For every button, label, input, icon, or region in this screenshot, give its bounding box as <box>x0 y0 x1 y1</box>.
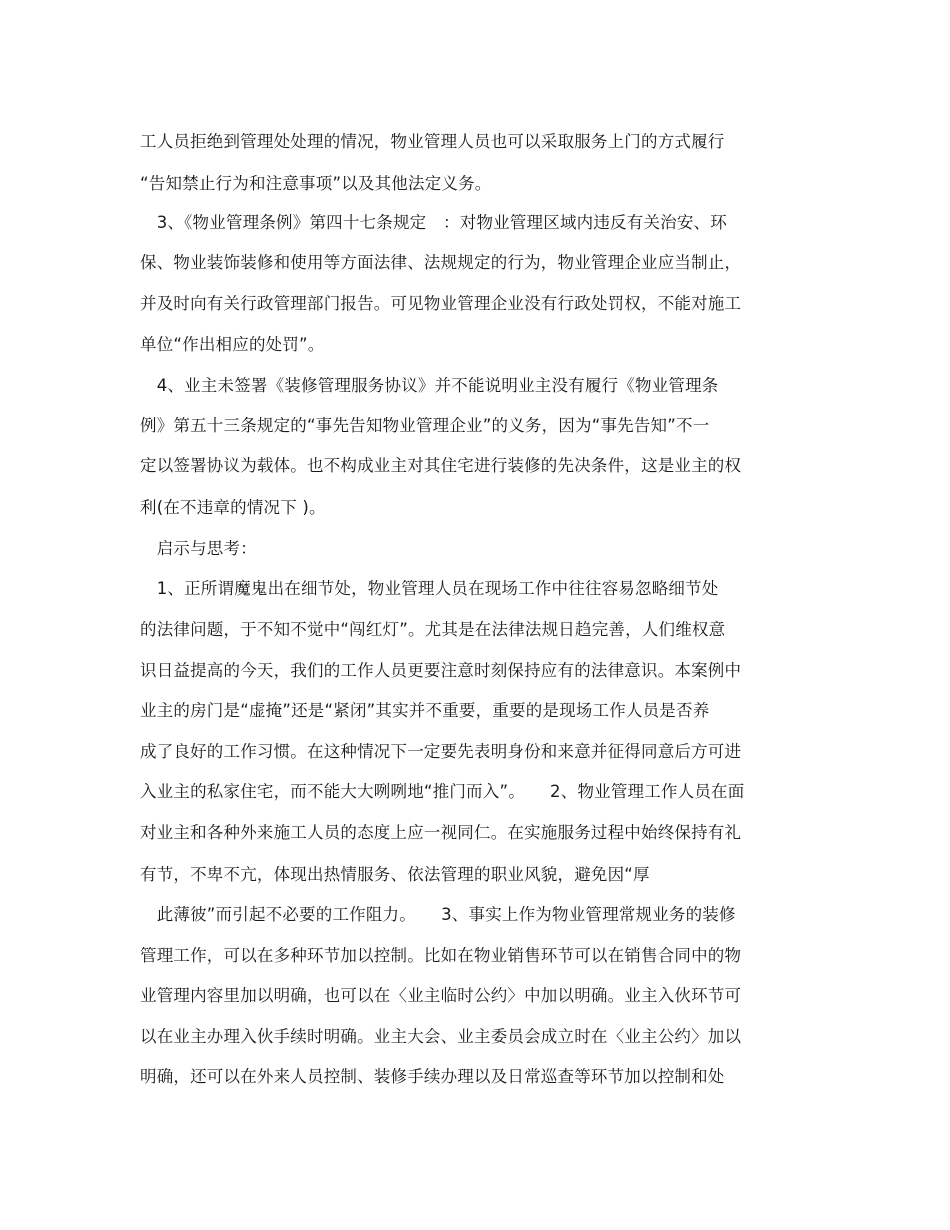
text-line: 单位“作出相应的处罚”。 <box>140 335 325 354</box>
text-line: 成了良好的工作习惯。在这种情况下一定要先表明身份和来意并征得同意后方可进 <box>140 742 742 761</box>
text-line: 业管理内容里加以明确，也可以在〈业主临时公约〉中加以明确。业主入伙环节可 <box>140 986 742 1005</box>
text-line: 此薄彼”而引起不必要的工作阻力。 3、事实上作为物业管理常规业务的装修 <box>140 905 736 924</box>
text-line: 1、正所谓魔鬼出在细节处，物业管理人员在现场工作中往往容易忽略细节处 <box>140 579 719 598</box>
text-line: 入业主的私家住宅，而不能大大咧咧地“推门而入”。 2、物业管理工作人员在面 <box>140 782 745 801</box>
text-line: 的法律问题，于不知不觉中“闯红灯”。尤其是在法律法规日趋完善，人们维权意 <box>140 620 726 639</box>
text-line: 并及时向有关行政管理部门报告。可见物业管理企业没有行政处罚权，不能对施工 <box>140 294 742 313</box>
text-line: 识日益提高的今天，我们的工作人员更要注意时刻保持应有的法律意识。本案例中 <box>140 661 742 680</box>
text-line: 3、《物业管理条例》第四十七条规定 ：对物业管理区域内违反有关治安、环 <box>140 213 727 232</box>
text-line: 业主的房门是“虚掩”还是“紧闭”其实并不重要，重要的是现场工作人员是否养 <box>140 701 710 720</box>
text-line: 利(在不违章的情况下 )。 <box>140 498 326 517</box>
text-line: 对业主和各种外来施工人员的态度上应一视同仁。在实施服务过程中始终保持有礼 <box>140 823 742 842</box>
text-line: 明确，还可以在外来人员控制、装修手续办理以及日常巡查等环节加以控制和处 <box>140 1067 725 1086</box>
text-line: 有节，不卑不亢，体现出热情服务、依法管理的职业风貌，避免因“厚 <box>140 865 650 884</box>
text-line: 管理工作，可以在多种环节加以控制。比如在物业销售环节可以在销售合同中的物 <box>140 946 742 965</box>
text-line: 工人员拒绝到管理处处理的情况，物业管理人员也可以采取服务上门的方式履行 <box>140 132 725 151</box>
section-heading: 启示与思考： <box>140 539 257 558</box>
text-line: 保、物业装饰装修和使用等方面法律、法规规定的行为，物业管理企业应当制止， <box>140 253 742 272</box>
text-line: 例》第五十三条规定的“事先告知物业管理企业”的义务，因为“事先告知”不一 <box>140 416 710 435</box>
text-line: 4、业主未签署《装修管理服务协议》并不能说明业主没有履行《物业管理条 <box>140 376 719 395</box>
text-line: 以在业主办理入伙手续时明确。业主大会、业主委员会成立时在〈业主公约〉加以 <box>140 1027 742 1046</box>
text-line: “告知禁止行为和注意事项”以及其他法定义务。 <box>140 174 492 193</box>
text-line: 定以签署协议为载体。也不构成业主对其住宅进行装修的先决条件，这是业主的权 <box>140 456 742 475</box>
